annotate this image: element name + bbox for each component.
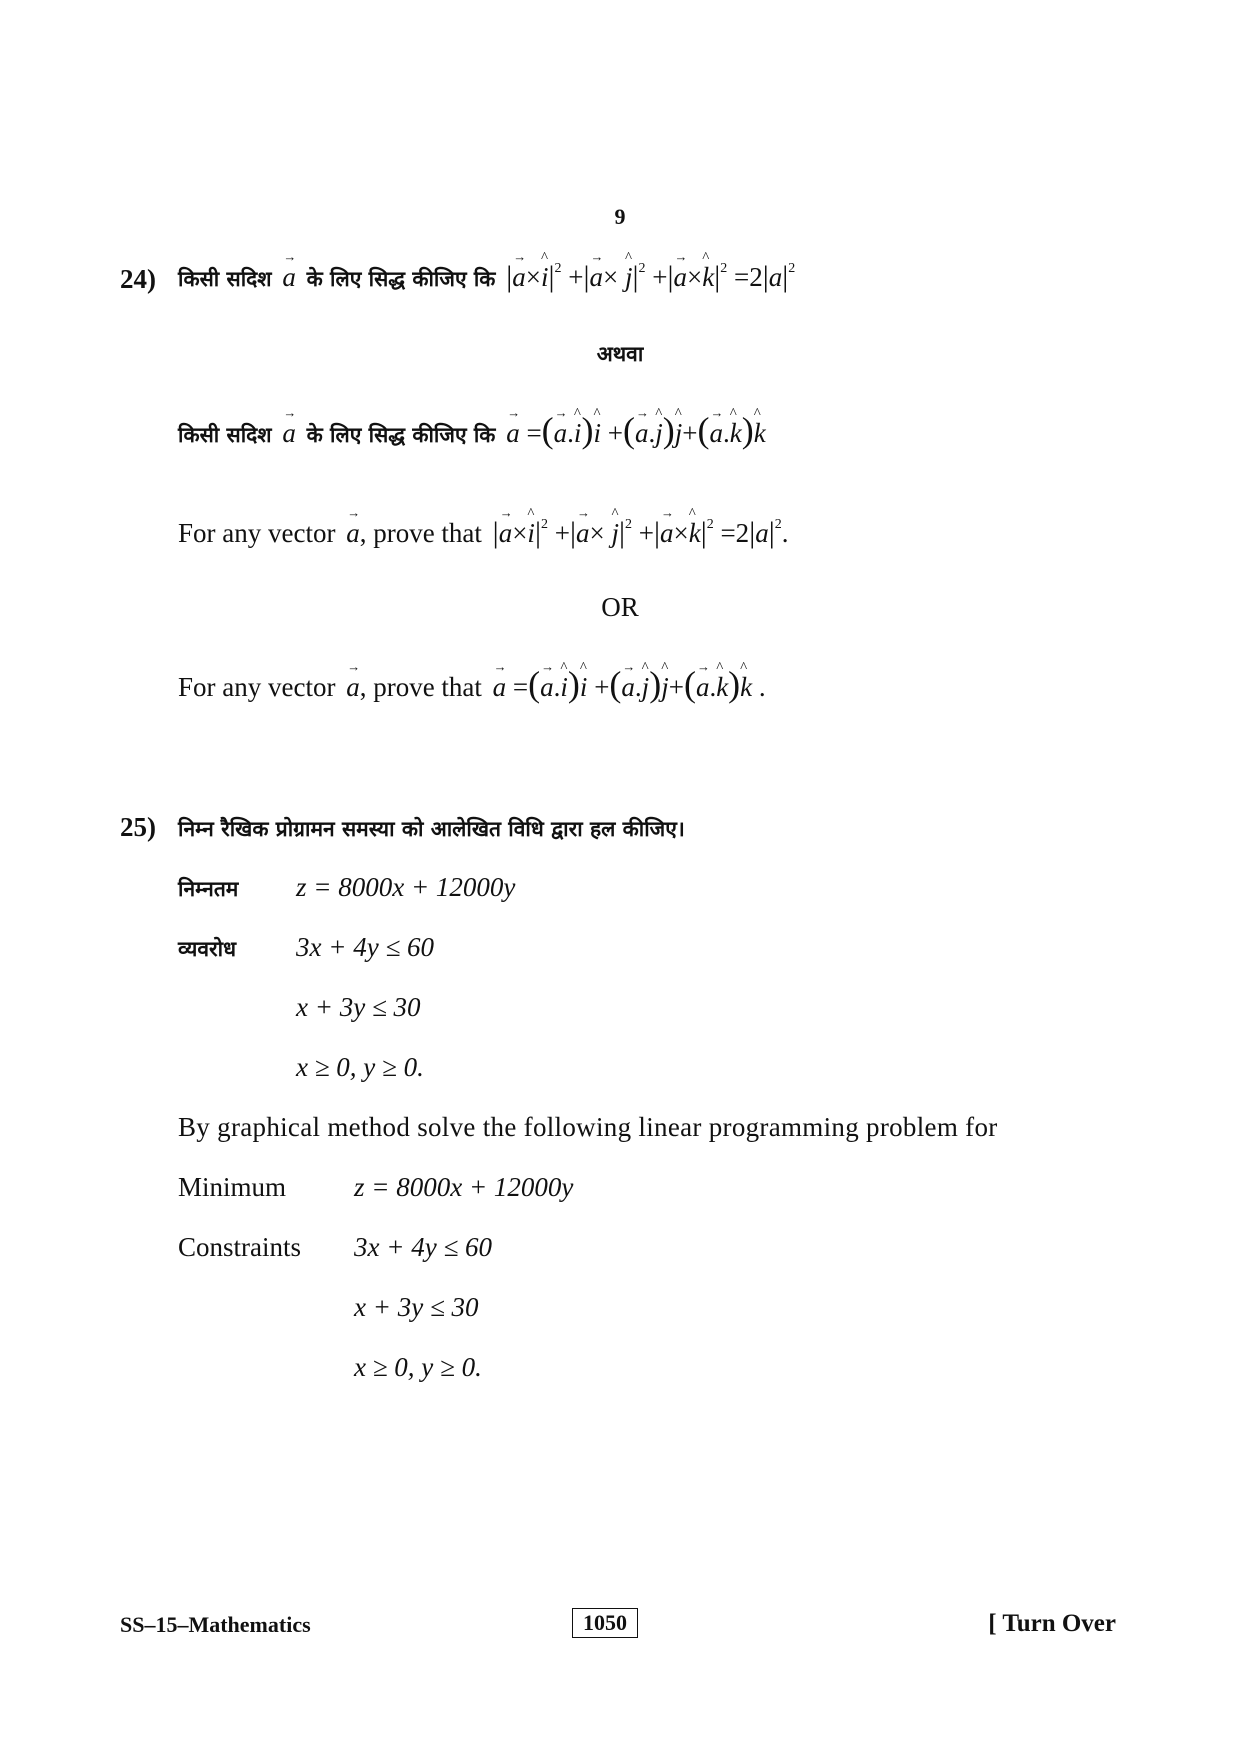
- q25-english-minimum-label: Minimum: [178, 1172, 287, 1202]
- q24-english-equation-cross: |→ a×^ $i|^2$ +|→ a× ^ $j|^2$ +|→ a×^ $k|^2 =2|a|^2$.: [486, 518, 789, 548]
- page-number: 9: [614, 204, 626, 229]
- q24-hindi-or: अथवा: [596, 342, 644, 366]
- q24-hindi-statement: [178, 260, 795, 294]
- footer-paper-code: 1050: [572, 1608, 638, 1638]
- q25-hindi-objective: z = 8000x + 12000y: [296, 872, 516, 902]
- q24-hindi-text-a: किसी सदिश: [178, 267, 272, 291]
- q25-english-objective: z = 8000x + 12000y: [354, 1172, 574, 1202]
- q25-english-constraint-1: 3x + 4y ≤ 60: [354, 1232, 493, 1262]
- q24-english-statement: [178, 516, 788, 550]
- q25-hindi-constraint-1: 3x + 4y ≤ 60: [296, 932, 435, 962]
- q24-english-alt-text-b: , prove that: [359, 672, 482, 702]
- q24-english-alt-vector-a: → a: [339, 672, 359, 702]
- q25-english-title: By graphical method solve the following linear programming problem for: [178, 1112, 998, 1142]
- q24-english-equation-dot: → a =(→ a.^ i)^ i +(→ a.^ j)^ j+(→ a.^ k)^ k .: [486, 672, 766, 702]
- q24-english-text-b: , prove that: [359, 518, 482, 548]
- q25-hindi-constraint-3: x ≥ 0, y ≥ 0.: [296, 1052, 424, 1082]
- q25-hindi-title: निम्न रैखिक प्रोग्रामन समस्या को आलेखित विधि द्वारा हल कीजिए।: [178, 817, 685, 841]
- q24-hindi-text-b: के लिए सिद्ध कीजिए कि: [306, 267, 496, 291]
- q25-english-constraint-2: x + 3y ≤ 30: [354, 1292, 479, 1322]
- q24-hindi-equation-dot: → a =(→ a.^ i)^ i +(→ a.^ j)^ j+(→ a.^ k)^ k: [499, 418, 765, 448]
- q24-english-vector-a: → a: [339, 518, 359, 548]
- question-25-number: 25): [120, 812, 156, 842]
- q24-hindi-alt-text-a: किसी सदिश: [178, 423, 272, 447]
- footer-subject-code: SS–15–Mathematics: [120, 1612, 311, 1637]
- q25-hindi-constraints-label: व्यवरोध: [178, 937, 236, 961]
- q25-english-constraint-3: x ≥ 0, y ≥ 0.: [354, 1352, 482, 1382]
- q24-hindi-equation-cross: |→ a×^ $i|^2$ +|→ a× ^ $j|^2$ +|→ a×^ $k|^2 =2|a|^2$: [499, 262, 795, 292]
- q24-hindi-alt-text-b: के लिए सिद्ध कीजिए कि: [306, 423, 496, 447]
- q25-hindi-constraint-2: x + 3y ≤ 30: [296, 992, 421, 1022]
- q24-english-alt-statement: [178, 664, 766, 704]
- q24-english-text-a: For any vector: [178, 518, 336, 548]
- q25-hindi-minimum-label: निम्नतम: [178, 877, 239, 901]
- q24-hindi-alt-statement: [178, 410, 766, 450]
- q24-vector-a: → a: [276, 262, 303, 292]
- q24-alt-vector-a: → a: [276, 418, 303, 448]
- q24-english-or: OR: [601, 592, 639, 622]
- question-24-number: 24): [120, 264, 156, 294]
- q24-english-alt-text-a: For any vector: [178, 672, 336, 702]
- q25-english-constraints-label: Constraints: [178, 1232, 302, 1262]
- footer-turn-over: [ Turn Over: [988, 1610, 1116, 1637]
